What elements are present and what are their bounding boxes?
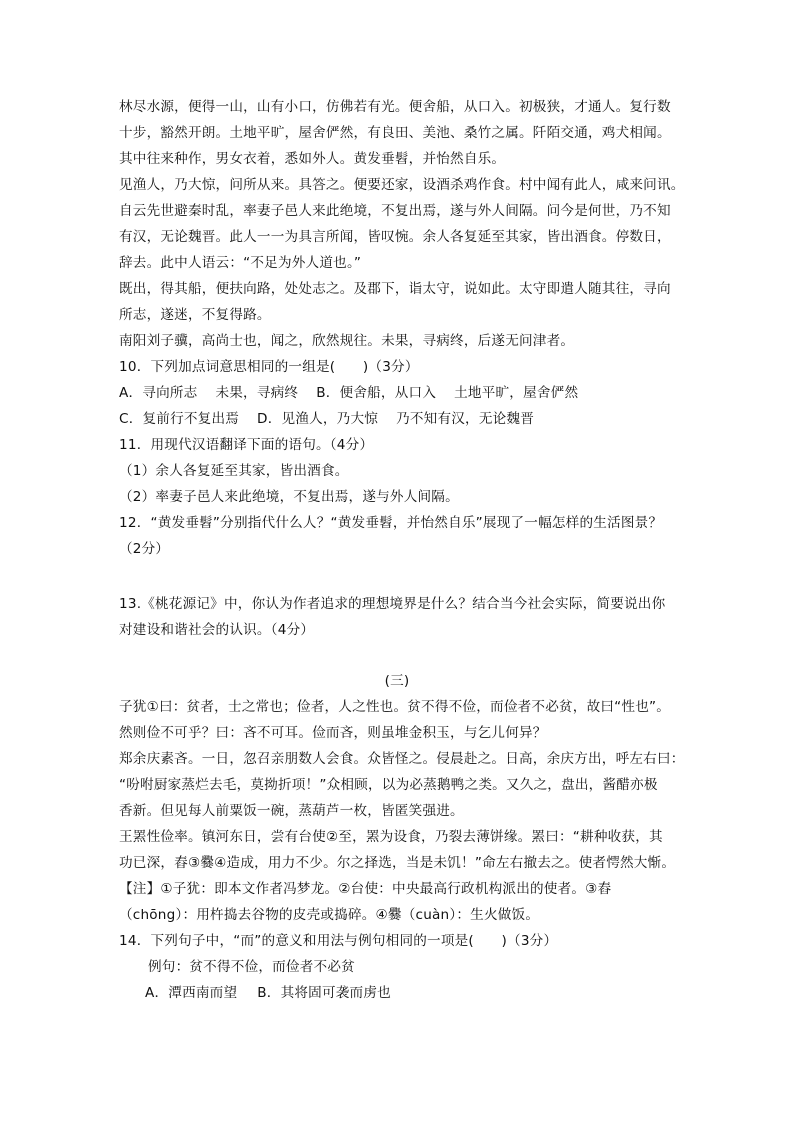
passage-line: 十步，豁然开朗。土地平旷，屋舍俨然，有良田、美池、桑竹之属。阡陌交通，鸡犬相闻。: [119, 125, 671, 141]
annotation-line-1: 【注】①子犹：即本文作者冯梦龙。②台使：中央最高行政机构派出的使者。③舂: [119, 881, 612, 897]
passage-line: 南阳刘子骥，高尚士也，闻之，欣然规往。未果，寻病终，后遂无问津者。: [119, 333, 575, 349]
question-11-sentence-2: （2）率妻子邑人来此绝境，不复出焉，遂与外人间隔。: [119, 489, 459, 505]
passage-line: 既出，得其船，便扶向路，处处志之。及郡下，诣太守，说如此。太守即遣人随其往，寻向: [119, 281, 671, 297]
question-14-options: [145, 984, 705, 1002]
section-3-heading: (三): [384, 673, 410, 689]
option-b: B．其将固可袭而虏也: [257, 985, 391, 1001]
passage-3-line: 王罴性俭率。镇河东日，尝有台使②至，罴为设食，乃裂去薄饼缘。罴曰：“耕种收获，其: [119, 829, 663, 845]
question-10-options-ab: [119, 384, 679, 402]
passage-line: 见渔人，乃大惊，问所从来。具答之。便要还家，设酒杀鸡作食。村中闻有此人，咸来问讯。: [119, 177, 685, 193]
passage-line: 林尽水源，便得一山，山有小口，仿佛若有光。便舍船，从口入。初极狭，才通人。复行数: [119, 99, 671, 115]
passage-line: 有汉，无论魏晋。此人一一为具言所闻，皆叹惋。余人各复延至其家，皆出酒食。停数日，: [119, 229, 671, 245]
question-14-stem: 14．下列句子中，“而”的意义和用法与例句相同的一项是( )（3分）: [119, 933, 558, 949]
question-11-stem: 11．用现代汉语翻译下面的语句。（4分）: [119, 437, 374, 453]
option-a-part2: 未果，寻病终: [215, 385, 299, 401]
option-a: A．潭西南而望: [145, 985, 238, 1001]
passage-line: 自云先世避秦时乱，率妻子邑人来此绝境，不复出焉，遂与外人间隔。问今是何世，乃不知: [119, 203, 671, 219]
question-12-line-1: 12．“黄发垂髫”分别指代什么人？“黄发垂髫，并怡然自乐”展现了一幅怎样的生活图景？: [119, 515, 663, 531]
option-a-part1: A．寻向所志: [119, 385, 198, 401]
passage-3-line: 子犹①曰：贫者，士之常也；俭者，人之性也。贫不得不俭，而俭者不必贫，故曰“性也”。: [119, 699, 671, 715]
annotation-line-2: （chōng）：用杵捣去谷物的皮壳或捣碎。④爨（cuàn）：生火做饭。: [119, 907, 540, 923]
passage-3-line: 郑余庆素吝。一日，忽召亲朋数人会食。众皆怪之。侵晨赴之。日高，余庆方出，呼左右曰：: [119, 751, 685, 767]
question-13-line-2: 对建设和谐社会的认识。（4分）: [119, 622, 315, 638]
question-12-line-2: （2分）: [119, 541, 170, 557]
question-10-stem: 10．下列加点词意思相同的一组是( )（3分）: [119, 359, 419, 375]
passage-line: 辞去。此中人语云：“不足为外人道也。”: [119, 255, 362, 271]
passage-3-line: 香新。但见每人前粟饭一碗，蒸葫芦一枚，皆匿笑强进。: [119, 803, 464, 819]
option-b-part1: B．便舍船，从口入: [316, 385, 437, 401]
passage-3-line: 功已深，舂③爨④造成，用力不少。尔之择选，当是未饥！”命左右撤去之。使者愕然大惭。: [119, 855, 676, 871]
question-11-sentence-1: （1）余人各复延至其家，皆出酒食。: [119, 463, 349, 479]
question-10-options-cd: [119, 410, 679, 428]
passage-3-line: 然则俭不可乎？曰：吝不可耳。俭而吝，则虽堆金积玉，与乞儿何异？: [119, 725, 547, 741]
option-c: C．复前行不复出焉: [119, 411, 240, 427]
option-d-part1: D．见渔人，乃大惊: [257, 411, 379, 427]
passage-line: 其中往来种作，男女衣着，悉如外人。黄发垂髫，并怡然自乐。: [119, 151, 506, 167]
passage-line: 所志，遂迷，不复得路。: [119, 307, 271, 323]
option-b-part2: 土地平旷，屋舍俨然: [454, 385, 579, 401]
question-13-line-1: 13.《桃花源记》中，你认为作者追求的理想境界是什么？结合当今社会实际，简要说出你: [119, 596, 666, 612]
option-d-part2: 乃不知有汉，无论魏晋: [396, 411, 535, 427]
question-14-example: 例句：贫不得不俭，而俭者不必贫: [148, 959, 355, 975]
passage-3-line: “吩咐厨家蒸烂去毛，莫拗折项！”众相顾，以为必蒸鹅鸭之类。又久之，盘出，酱醋亦极: [119, 777, 658, 793]
